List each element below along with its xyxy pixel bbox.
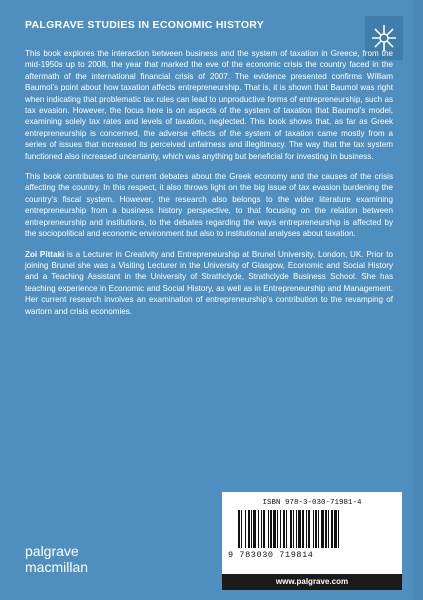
publisher-url: www.palgrave.com [222,574,402,590]
blurb-text [25,48,393,326]
spine-edge [413,0,423,600]
blurb-paragraph-2: This book contributes to the current debates about the Greek economy and the causes of the crisis affecting the country. In this respect, it also throws light on the big issue of tax evasion burdening the country’s fiscal system. However, the research also belongs to the wider literature examining entrepreneurship from a business history perspective, to that focusing on the relation between entrepreneurship and institutions, to the debates regarding the ways entrepreneurship is affected by the sociopolitical and economic environment but also to institutional analyses about taxation. [25,172,393,239]
publisher-logo-line1: palgrave [25,543,79,559]
barcode-panel [222,492,402,574]
series-title: PALGRAVE STUDIES IN ECONOMIC HISTORY [25,19,265,31]
barcode-digits: 9 783030 719814 [228,550,314,560]
barcode-image [236,510,388,550]
isbn-text: ISBN 978-3-030-71981-4 [262,499,362,507]
author-bio-text: is a Lecturer in Creativity and Entrepreneurship at Brunel University, London, UK. Prior to joining Brunel she was a Visiting Lecturer in the University of Glasgow, Economic and Social History and a Teaching Assistant in the University of Strathclyde, Strathclyde Business School. She has teaching experience in Economic and Social History, as well as in Entrepreneurship and Management. Her current research involves an examination of entrepreneurship’s contribution to the revamping of wartorn and crisis economies. [25,249,393,316]
publisher-logo-line2: macmillan [25,559,89,575]
author-name: Zoi Pittaki [25,249,65,259]
publisher-logo [25,543,88,575]
author-bio [25,249,393,317]
blurb-paragraph-1: This book explores the interaction between business and the system of taxation in Greece, from the mid-1950s up to 2008, the year that marked the eve of the economic crisis the country faced in the aftermath of the international financial crisis of 2007. The evidence presented confirms William Baumol’s point about how taxation affects entrepreneurship. That is, it is shown that Baumol was right when indicating that problematic tax rules can lead to unproductive forms of entrepreneurship, such as tax evasion. However, the focus here is on aspects of the system of taxation that Baumol’s model, examining solely tax rates and levels of taxation, neglected. This book shows that, as far as Greek entrepreneurship is concerned, the adverse effects of the system of taxation came mostly from a series of issues that increased its perceived unfairness and illegitimacy. The way that the tax system functioned also increased uncertainty, which was anything but beneficial for investing in business. [25,49,393,161]
